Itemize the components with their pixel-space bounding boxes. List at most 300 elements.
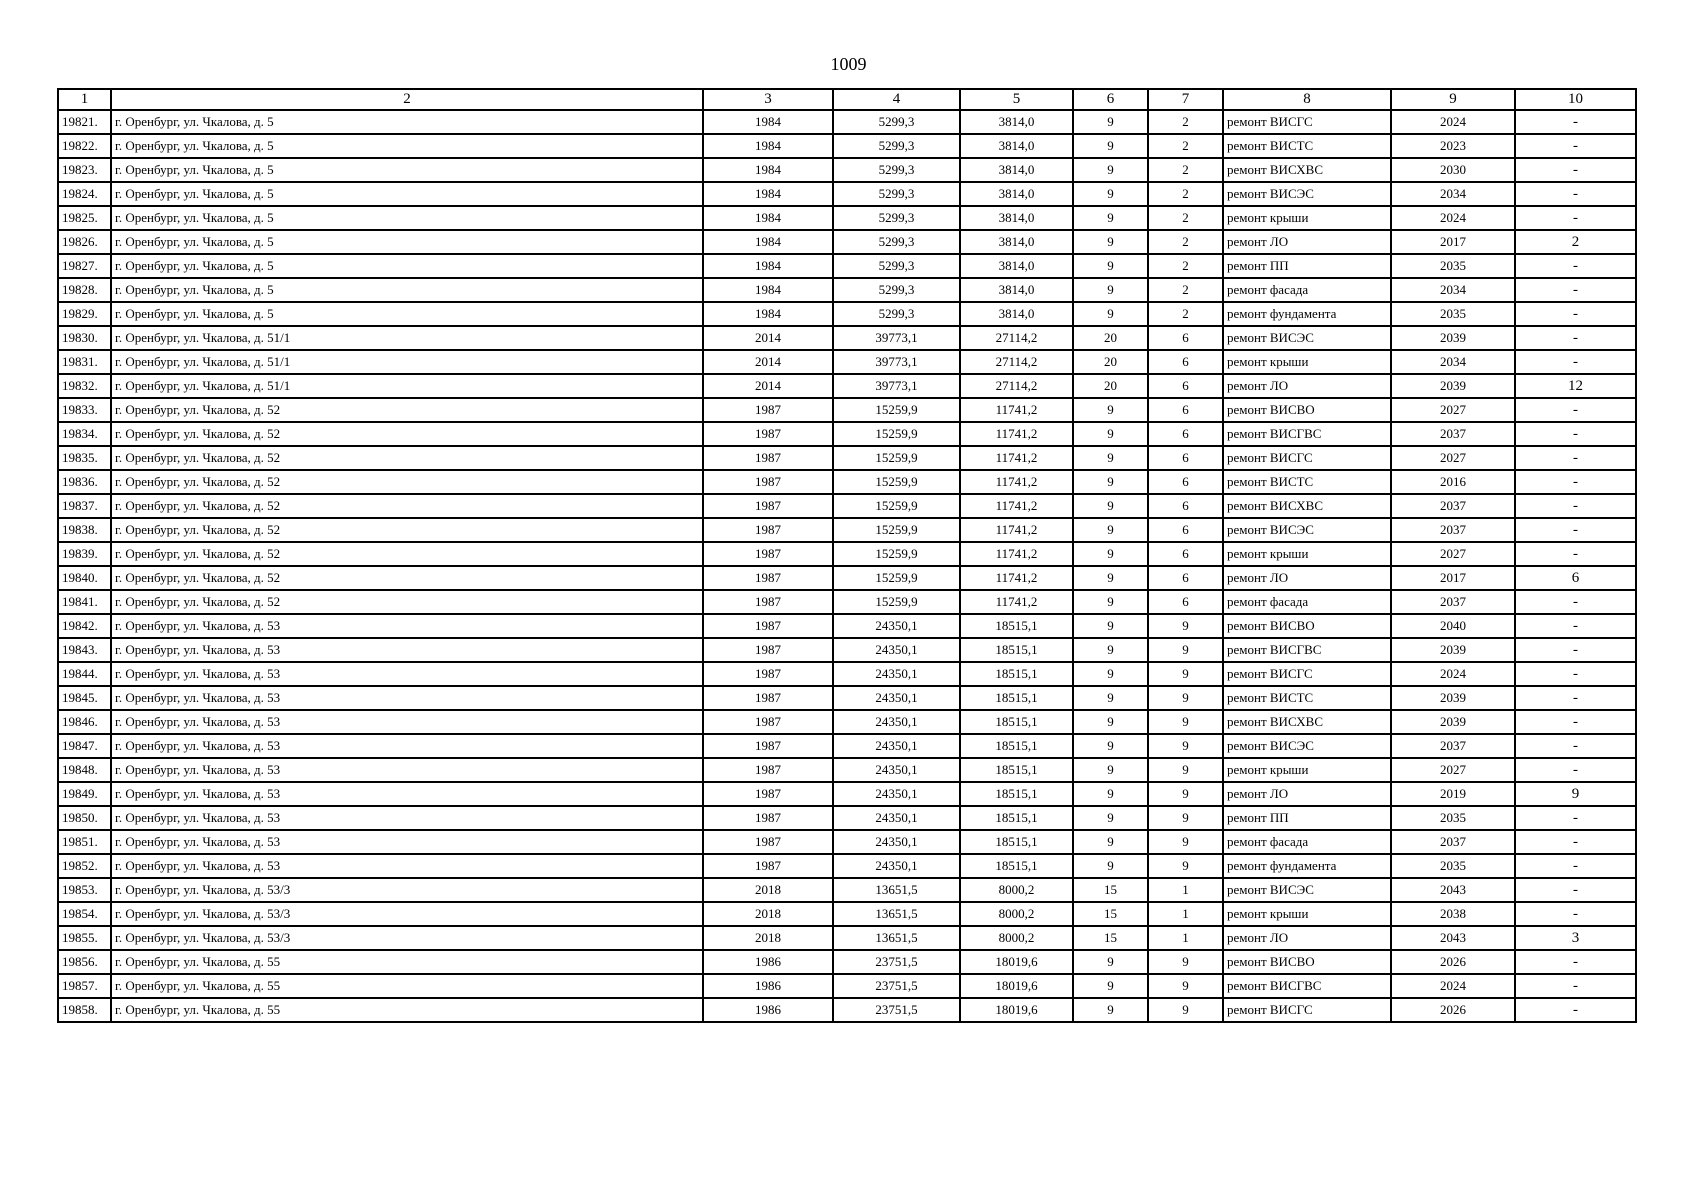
planned-year-cell: 2024 — [1391, 974, 1515, 998]
planned-year-cell: 2024 — [1391, 662, 1515, 686]
row-number-cell: 19851. — [58, 830, 111, 854]
address-cell: г. Оренбург, ул. Чкалова, д. 51/1 — [111, 374, 703, 398]
table-row — [58, 902, 1636, 926]
floors-cell: 9 — [1073, 134, 1148, 158]
total-area-cell: 24350,1 — [833, 638, 960, 662]
floors-cell: 9 — [1073, 254, 1148, 278]
total-area-cell: 13651,5 — [833, 902, 960, 926]
floors-cell: 9 — [1073, 614, 1148, 638]
row-number-cell: 19843. — [58, 638, 111, 662]
floors-cell: 15 — [1073, 878, 1148, 902]
column-header-4: 4 — [833, 89, 960, 110]
work-type-cell: ремонт ЛО — [1223, 230, 1391, 254]
living-area-cell: 11741,2 — [960, 422, 1073, 446]
planned-year-cell: 2037 — [1391, 590, 1515, 614]
year-built-cell: 1987 — [703, 542, 833, 566]
table-row — [58, 470, 1636, 494]
column-10-value-cell: - — [1515, 950, 1636, 974]
entrances-cell: 2 — [1148, 110, 1223, 134]
address-cell: г. Оренбург, ул. Чкалова, д. 5 — [111, 206, 703, 230]
work-type-cell: ремонт ВИСВО — [1223, 950, 1391, 974]
year-built-cell: 1987 — [703, 686, 833, 710]
living-area-cell: 18515,1 — [960, 614, 1073, 638]
year-built-cell: 2018 — [703, 878, 833, 902]
living-area-cell: 3814,0 — [960, 158, 1073, 182]
planned-year-cell: 2035 — [1391, 302, 1515, 326]
column-10-value-cell: - — [1515, 758, 1636, 782]
entrances-cell: 1 — [1148, 926, 1223, 950]
living-area-cell: 18515,1 — [960, 686, 1073, 710]
total-area-cell: 24350,1 — [833, 710, 960, 734]
planned-year-cell: 2027 — [1391, 758, 1515, 782]
column-10-value-cell: - — [1515, 734, 1636, 758]
entrances-cell: 2 — [1148, 134, 1223, 158]
address-cell: г. Оренбург, ул. Чкалова, д. 53 — [111, 734, 703, 758]
planned-year-cell: 2039 — [1391, 638, 1515, 662]
floors-cell: 9 — [1073, 998, 1148, 1022]
column-10-value-cell: - — [1515, 446, 1636, 470]
table-body — [58, 110, 1636, 1022]
floors-cell: 9 — [1073, 590, 1148, 614]
total-area-cell: 5299,3 — [833, 254, 960, 278]
column-10-value-cell: - — [1515, 134, 1636, 158]
column-10-value-cell: - — [1515, 326, 1636, 350]
table-row — [58, 638, 1636, 662]
work-type-cell: ремонт ВИСГВС — [1223, 638, 1391, 662]
living-area-cell: 3814,0 — [960, 110, 1073, 134]
table-header-row — [58, 89, 1636, 110]
living-area-cell: 11741,2 — [960, 518, 1073, 542]
entrances-cell: 6 — [1148, 398, 1223, 422]
year-built-cell: 1986 — [703, 950, 833, 974]
address-cell: г. Оренбург, ул. Чкалова, д. 53 — [111, 782, 703, 806]
work-type-cell: ремонт ВИСТС — [1223, 470, 1391, 494]
table-row — [58, 422, 1636, 446]
living-area-cell: 18515,1 — [960, 830, 1073, 854]
planned-year-cell: 2037 — [1391, 830, 1515, 854]
address-cell: г. Оренбург, ул. Чкалова, д. 53/3 — [111, 926, 703, 950]
entrances-cell: 9 — [1148, 662, 1223, 686]
living-area-cell: 8000,2 — [960, 926, 1073, 950]
row-number-cell: 19840. — [58, 566, 111, 590]
row-number-cell: 19834. — [58, 422, 111, 446]
column-10-value-cell: - — [1515, 110, 1636, 134]
column-10-value-cell: - — [1515, 302, 1636, 326]
planned-year-cell: 2027 — [1391, 398, 1515, 422]
row-number-cell: 19846. — [58, 710, 111, 734]
work-type-cell: ремонт ВИСГС — [1223, 446, 1391, 470]
work-type-cell: ремонт ВИСТС — [1223, 134, 1391, 158]
work-type-cell: ремонт ЛО — [1223, 782, 1391, 806]
year-built-cell: 1986 — [703, 974, 833, 998]
year-built-cell: 2014 — [703, 374, 833, 398]
column-10-value-cell: - — [1515, 278, 1636, 302]
work-type-cell: ремонт фундамента — [1223, 302, 1391, 326]
work-type-cell: ремонт ВИСЭС — [1223, 326, 1391, 350]
total-area-cell: 5299,3 — [833, 134, 960, 158]
column-header-1: 1 — [58, 89, 111, 110]
year-built-cell: 1987 — [703, 470, 833, 494]
address-cell: г. Оренбург, ул. Чкалова, д. 5 — [111, 182, 703, 206]
living-area-cell: 3814,0 — [960, 182, 1073, 206]
column-header-8: 8 — [1223, 89, 1391, 110]
entrances-cell: 1 — [1148, 878, 1223, 902]
column-10-value-cell: - — [1515, 422, 1636, 446]
planned-year-cell: 2023 — [1391, 134, 1515, 158]
floors-cell: 9 — [1073, 734, 1148, 758]
year-built-cell: 1984 — [703, 110, 833, 134]
total-area-cell: 39773,1 — [833, 350, 960, 374]
work-type-cell: ремонт ПП — [1223, 254, 1391, 278]
row-number-cell: 19857. — [58, 974, 111, 998]
living-area-cell: 11741,2 — [960, 590, 1073, 614]
column-10-value-cell: - — [1515, 998, 1636, 1022]
row-number-cell: 19828. — [58, 278, 111, 302]
row-number-cell: 19845. — [58, 686, 111, 710]
row-number-cell: 19837. — [58, 494, 111, 518]
total-area-cell: 5299,3 — [833, 206, 960, 230]
work-type-cell: ремонт ВИСВО — [1223, 398, 1391, 422]
floors-cell: 9 — [1073, 494, 1148, 518]
living-area-cell: 18515,1 — [960, 734, 1073, 758]
planned-year-cell: 2038 — [1391, 902, 1515, 926]
row-number-cell: 19844. — [58, 662, 111, 686]
floors-cell: 9 — [1073, 830, 1148, 854]
year-built-cell: 1987 — [703, 782, 833, 806]
address-cell: г. Оренбург, ул. Чкалова, д. 5 — [111, 158, 703, 182]
floors-cell: 20 — [1073, 326, 1148, 350]
planned-year-cell: 2027 — [1391, 542, 1515, 566]
total-area-cell: 24350,1 — [833, 662, 960, 686]
total-area-cell: 15259,9 — [833, 566, 960, 590]
row-number-cell: 19848. — [58, 758, 111, 782]
entrances-cell: 2 — [1148, 206, 1223, 230]
total-area-cell: 5299,3 — [833, 110, 960, 134]
work-type-cell: ремонт ЛО — [1223, 926, 1391, 950]
entrances-cell: 9 — [1148, 782, 1223, 806]
living-area-cell: 11741,2 — [960, 398, 1073, 422]
table-row — [58, 134, 1636, 158]
living-area-cell: 18515,1 — [960, 782, 1073, 806]
column-10-value-cell: - — [1515, 902, 1636, 926]
planned-year-cell: 2035 — [1391, 254, 1515, 278]
year-built-cell: 1987 — [703, 638, 833, 662]
column-10-value-cell: - — [1515, 878, 1636, 902]
total-area-cell: 15259,9 — [833, 422, 960, 446]
year-built-cell: 1984 — [703, 278, 833, 302]
floors-cell: 20 — [1073, 374, 1148, 398]
living-area-cell: 8000,2 — [960, 902, 1073, 926]
year-built-cell: 1987 — [703, 830, 833, 854]
year-built-cell: 1986 — [703, 998, 833, 1022]
work-type-cell: ремонт ЛО — [1223, 374, 1391, 398]
planned-year-cell: 2024 — [1391, 206, 1515, 230]
year-built-cell: 1987 — [703, 734, 833, 758]
column-10-value-cell: - — [1515, 662, 1636, 686]
planned-year-cell: 2026 — [1391, 998, 1515, 1022]
year-built-cell: 2018 — [703, 902, 833, 926]
work-type-cell: ремонт ВИСЭС — [1223, 878, 1391, 902]
entrances-cell: 2 — [1148, 302, 1223, 326]
table-row — [58, 494, 1636, 518]
entrances-cell: 9 — [1148, 686, 1223, 710]
total-area-cell: 15259,9 — [833, 518, 960, 542]
table-row — [58, 950, 1636, 974]
entrances-cell: 9 — [1148, 998, 1223, 1022]
row-number-cell: 19853. — [58, 878, 111, 902]
work-type-cell: ремонт ВИСГС — [1223, 662, 1391, 686]
work-type-cell: ремонт ВИСГВС — [1223, 974, 1391, 998]
year-built-cell: 1987 — [703, 494, 833, 518]
entrances-cell: 6 — [1148, 590, 1223, 614]
address-cell: г. Оренбург, ул. Чкалова, д. 55 — [111, 998, 703, 1022]
table-row — [58, 566, 1636, 590]
entrances-cell: 2 — [1148, 158, 1223, 182]
row-number-cell: 19824. — [58, 182, 111, 206]
address-cell: г. Оренбург, ул. Чкалова, д. 5 — [111, 110, 703, 134]
entrances-cell: 9 — [1148, 830, 1223, 854]
floors-cell: 9 — [1073, 206, 1148, 230]
work-type-cell: ремонт ПП — [1223, 806, 1391, 830]
table-row — [58, 926, 1636, 950]
living-area-cell: 18019,6 — [960, 998, 1073, 1022]
work-type-cell: ремонт крыши — [1223, 758, 1391, 782]
planned-year-cell: 2037 — [1391, 494, 1515, 518]
living-area-cell: 18515,1 — [960, 758, 1073, 782]
planned-year-cell: 2017 — [1391, 566, 1515, 590]
row-number-cell: 19836. — [58, 470, 111, 494]
total-area-cell: 24350,1 — [833, 614, 960, 638]
address-cell: г. Оренбург, ул. Чкалова, д. 51/1 — [111, 326, 703, 350]
address-cell: г. Оренбург, ул. Чкалова, д. 52 — [111, 422, 703, 446]
floors-cell: 9 — [1073, 686, 1148, 710]
table-row — [58, 878, 1636, 902]
column-header-9: 9 — [1391, 89, 1515, 110]
living-area-cell: 3814,0 — [960, 230, 1073, 254]
year-built-cell: 2014 — [703, 350, 833, 374]
planned-year-cell: 2043 — [1391, 878, 1515, 902]
work-type-cell: ремонт ВИСГС — [1223, 998, 1391, 1022]
living-area-cell: 3814,0 — [960, 302, 1073, 326]
table-row — [58, 254, 1636, 278]
row-number-cell: 19852. — [58, 854, 111, 878]
column-header-6: 6 — [1073, 89, 1148, 110]
column-header-7: 7 — [1148, 89, 1223, 110]
year-built-cell: 1984 — [703, 158, 833, 182]
year-built-cell: 1987 — [703, 854, 833, 878]
address-cell: г. Оренбург, ул. Чкалова, д. 53/3 — [111, 902, 703, 926]
address-cell: г. Оренбург, ул. Чкалова, д. 53 — [111, 662, 703, 686]
year-built-cell: 1984 — [703, 182, 833, 206]
row-number-cell: 19827. — [58, 254, 111, 278]
address-cell: г. Оренбург, ул. Чкалова, д. 55 — [111, 950, 703, 974]
column-10-value-cell: - — [1515, 254, 1636, 278]
year-built-cell: 1987 — [703, 422, 833, 446]
living-area-cell: 3814,0 — [960, 206, 1073, 230]
row-number-cell: 19849. — [58, 782, 111, 806]
total-area-cell: 39773,1 — [833, 374, 960, 398]
floors-cell: 9 — [1073, 518, 1148, 542]
living-area-cell: 27114,2 — [960, 350, 1073, 374]
year-built-cell: 1987 — [703, 446, 833, 470]
work-type-cell: ремонт крыши — [1223, 350, 1391, 374]
total-area-cell: 24350,1 — [833, 854, 960, 878]
planned-year-cell: 2030 — [1391, 158, 1515, 182]
living-area-cell: 27114,2 — [960, 374, 1073, 398]
address-cell: г. Оренбург, ул. Чкалова, д. 5 — [111, 254, 703, 278]
entrances-cell: 6 — [1148, 470, 1223, 494]
column-header-5: 5 — [960, 89, 1073, 110]
table-row — [58, 974, 1636, 998]
floors-cell: 9 — [1073, 758, 1148, 782]
row-number-cell: 19842. — [58, 614, 111, 638]
planned-year-cell: 2034 — [1391, 350, 1515, 374]
address-cell: г. Оренбург, ул. Чкалова, д. 53 — [111, 614, 703, 638]
column-10-value-cell: - — [1515, 542, 1636, 566]
planned-year-cell: 2019 — [1391, 782, 1515, 806]
living-area-cell: 18515,1 — [960, 806, 1073, 830]
table-row — [58, 158, 1636, 182]
planned-year-cell: 2035 — [1391, 854, 1515, 878]
column-10-value-cell: - — [1515, 686, 1636, 710]
column-10-value-cell: - — [1515, 494, 1636, 518]
address-cell: г. Оренбург, ул. Чкалова, д. 53 — [111, 758, 703, 782]
living-area-cell: 3814,0 — [960, 254, 1073, 278]
floors-cell: 9 — [1073, 230, 1148, 254]
column-header-3: 3 — [703, 89, 833, 110]
floors-cell: 9 — [1073, 542, 1148, 566]
address-cell: г. Оренбург, ул. Чкалова, д. 5 — [111, 278, 703, 302]
column-10-value-cell: 12 — [1515, 374, 1636, 398]
row-number-cell: 19830. — [58, 326, 111, 350]
table-row — [58, 590, 1636, 614]
planned-year-cell: 2039 — [1391, 326, 1515, 350]
floors-cell: 9 — [1073, 974, 1148, 998]
planned-year-cell: 2040 — [1391, 614, 1515, 638]
entrances-cell: 1 — [1148, 902, 1223, 926]
column-10-value-cell: - — [1515, 470, 1636, 494]
column-10-value-cell: - — [1515, 806, 1636, 830]
total-area-cell: 5299,3 — [833, 230, 960, 254]
row-number-cell: 19850. — [58, 806, 111, 830]
row-number-cell: 19832. — [58, 374, 111, 398]
table-row — [58, 662, 1636, 686]
column-10-value-cell: - — [1515, 398, 1636, 422]
column-10-value-cell: - — [1515, 638, 1636, 662]
address-cell: г. Оренбург, ул. Чкалова, д. 52 — [111, 542, 703, 566]
planned-year-cell: 2037 — [1391, 518, 1515, 542]
table-row — [58, 350, 1636, 374]
total-area-cell: 23751,5 — [833, 998, 960, 1022]
address-cell: г. Оренбург, ул. Чкалова, д. 52 — [111, 590, 703, 614]
year-built-cell: 1987 — [703, 710, 833, 734]
work-type-cell: ремонт ЛО — [1223, 566, 1391, 590]
column-header-10: 10 — [1515, 89, 1636, 110]
living-area-cell: 11741,2 — [960, 470, 1073, 494]
total-area-cell: 5299,3 — [833, 278, 960, 302]
table-row — [58, 998, 1636, 1022]
total-area-cell: 23751,5 — [833, 950, 960, 974]
living-area-cell: 11741,2 — [960, 494, 1073, 518]
year-built-cell: 2014 — [703, 326, 833, 350]
planned-year-cell: 2039 — [1391, 374, 1515, 398]
table-row — [58, 854, 1636, 878]
repair-schedule-table — [57, 88, 1637, 1023]
column-10-value-cell: - — [1515, 518, 1636, 542]
planned-year-cell: 2039 — [1391, 686, 1515, 710]
work-type-cell: ремонт крыши — [1223, 542, 1391, 566]
column-10-value-cell: - — [1515, 590, 1636, 614]
column-10-value-cell: 6 — [1515, 566, 1636, 590]
address-cell: г. Оренбург, ул. Чкалова, д. 52 — [111, 494, 703, 518]
address-cell: г. Оренбург, ул. Чкалова, д. 52 — [111, 566, 703, 590]
planned-year-cell: 2034 — [1391, 278, 1515, 302]
entrances-cell: 9 — [1148, 806, 1223, 830]
work-type-cell: ремонт крыши — [1223, 902, 1391, 926]
planned-year-cell: 2024 — [1391, 110, 1515, 134]
column-10-value-cell: - — [1515, 206, 1636, 230]
planned-year-cell: 2037 — [1391, 422, 1515, 446]
planned-year-cell: 2034 — [1391, 182, 1515, 206]
year-built-cell: 1984 — [703, 302, 833, 326]
living-area-cell: 27114,2 — [960, 326, 1073, 350]
year-built-cell: 1987 — [703, 590, 833, 614]
entrances-cell: 9 — [1148, 854, 1223, 878]
floors-cell: 9 — [1073, 278, 1148, 302]
entrances-cell: 2 — [1148, 230, 1223, 254]
living-area-cell: 18515,1 — [960, 638, 1073, 662]
floors-cell: 9 — [1073, 854, 1148, 878]
work-type-cell: ремонт ВИСГВС — [1223, 422, 1391, 446]
floors-cell: 9 — [1073, 158, 1148, 182]
year-built-cell: 1984 — [703, 254, 833, 278]
entrances-cell: 2 — [1148, 182, 1223, 206]
living-area-cell: 18515,1 — [960, 710, 1073, 734]
address-cell: г. Оренбург, ул. Чкалова, д. 52 — [111, 470, 703, 494]
floors-cell: 9 — [1073, 182, 1148, 206]
living-area-cell: 11741,2 — [960, 542, 1073, 566]
row-number-cell: 19855. — [58, 926, 111, 950]
column-10-value-cell: - — [1515, 830, 1636, 854]
living-area-cell: 3814,0 — [960, 278, 1073, 302]
row-number-cell: 19831. — [58, 350, 111, 374]
column-10-value-cell: - — [1515, 974, 1636, 998]
total-area-cell: 24350,1 — [833, 782, 960, 806]
entrances-cell: 2 — [1148, 278, 1223, 302]
column-10-value-cell: - — [1515, 614, 1636, 638]
floors-cell: 9 — [1073, 398, 1148, 422]
total-area-cell: 15259,9 — [833, 470, 960, 494]
floors-cell: 9 — [1073, 950, 1148, 974]
planned-year-cell: 2037 — [1391, 734, 1515, 758]
address-cell: г. Оренбург, ул. Чкалова, д. 5 — [111, 134, 703, 158]
row-number-cell: 19856. — [58, 950, 111, 974]
work-type-cell: ремонт ВИСХВС — [1223, 710, 1391, 734]
living-area-cell: 18019,6 — [960, 974, 1073, 998]
planned-year-cell: 2035 — [1391, 806, 1515, 830]
living-area-cell: 18515,1 — [960, 662, 1073, 686]
floors-cell: 9 — [1073, 782, 1148, 806]
floors-cell: 9 — [1073, 302, 1148, 326]
total-area-cell: 13651,5 — [833, 878, 960, 902]
work-type-cell: ремонт фундамента — [1223, 854, 1391, 878]
work-type-cell: ремонт ВИСГС — [1223, 110, 1391, 134]
floors-cell: 9 — [1073, 422, 1148, 446]
table-row — [58, 782, 1636, 806]
address-cell: г. Оренбург, ул. Чкалова, д. 53 — [111, 710, 703, 734]
column-10-value-cell: - — [1515, 158, 1636, 182]
table-row — [58, 542, 1636, 566]
